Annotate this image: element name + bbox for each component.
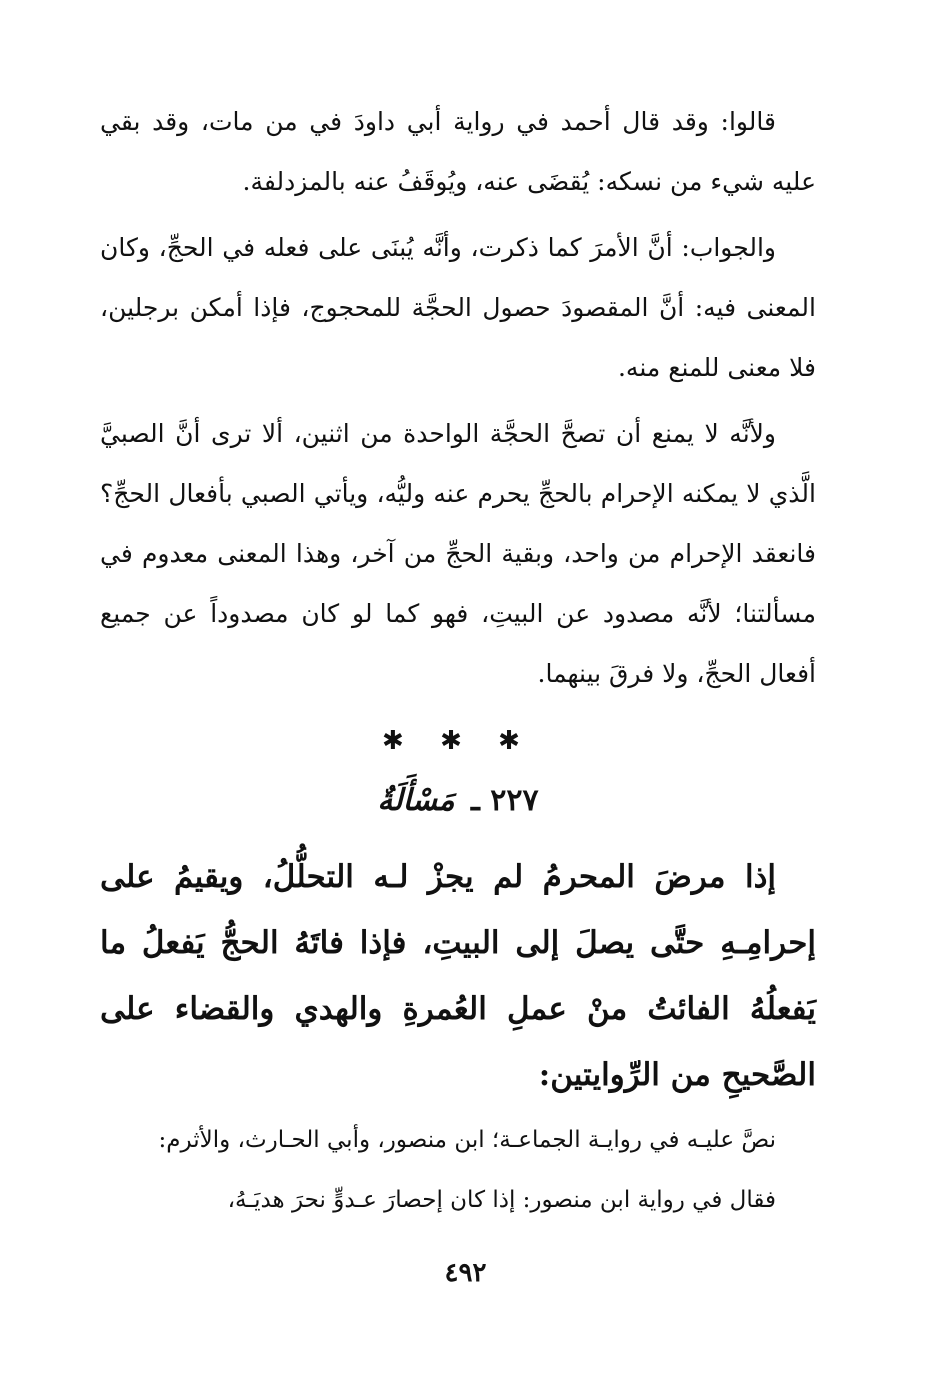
- issue-word: مَسْأَلَةٌ: [377, 783, 455, 818]
- issue-number: ٢٢٧ ـ: [471, 783, 539, 818]
- paragraph-1: قالوا: وقد قال أحمد في رواية أبي داودَ في من مات، وقد بقي عليه شيء من نسكه: يُقضَى عنه، ويُوقَفُ عنه بالمزدلفة.: [100, 107, 816, 196]
- page-number: ٤٩٢: [444, 1258, 487, 1288]
- issue-heading: [100, 776, 816, 826]
- paragraph-3: ولأنَّه لا يمنع أن تصحَّ الحجَّة الواحدة من اثنين، ألا ترى أنَّ الصبيَّ الَّذي لا يمكنه الإحرام بالحجِّ يحرم عنه وليُّه، ويأتي الصبي بأفعال الحجِّ؟ فانعقد الإحرام من واحد، وبقية الحجِّ من آخر، وهذا المعنى معدوم في مسألتنا؛ لأنَّه مصدود عن البيتِ، فهو كما لو كان مصدوداً عن جميع أفعال الحجِّ، ولا فرقَ بينهما.: [100, 419, 816, 688]
- paragraph-2: والجواب: أنَّ الأمرَ كما ذكرت، وأنَّه يُبنَى على فعله في الحجِّ، وكان المعنى فيه: أنَّ المقصودَ حصول الحجَّة للمحجوج، فإذا أمكن برجلين، فلا معنى للمنع منه.: [100, 233, 816, 382]
- paragraph-after-2: فقال في رواية ابن منصور: إذا كان إحصارَ عـدوٍّ نحرَ هديَـهُ،: [227, 1187, 776, 1213]
- page-body: [100, 92, 816, 1232]
- paragraph-after-1: نصَّ عليـه في روايـة الجماعـة؛ ابن منصور، وأبي الحـارث، والأثرم:: [158, 1127, 776, 1153]
- section-separator: ✱ ✱ ✱: [382, 726, 534, 756]
- ruling-text: إذا مرضَ المحرمُ لم يجزْ لـه التحلُّلُ، ويقيمُ على إحرامِـهِ حتَّى يصلَ إلى البيتِ، فإذا فاتَهُ الحجُّ يَفعلُ ما يَفعلُهُ الفائتُ منْ عملِ العُمرةِ والهدي والقضاء على الصَّحيحِ من الرِّوايتين:: [100, 859, 816, 1093]
